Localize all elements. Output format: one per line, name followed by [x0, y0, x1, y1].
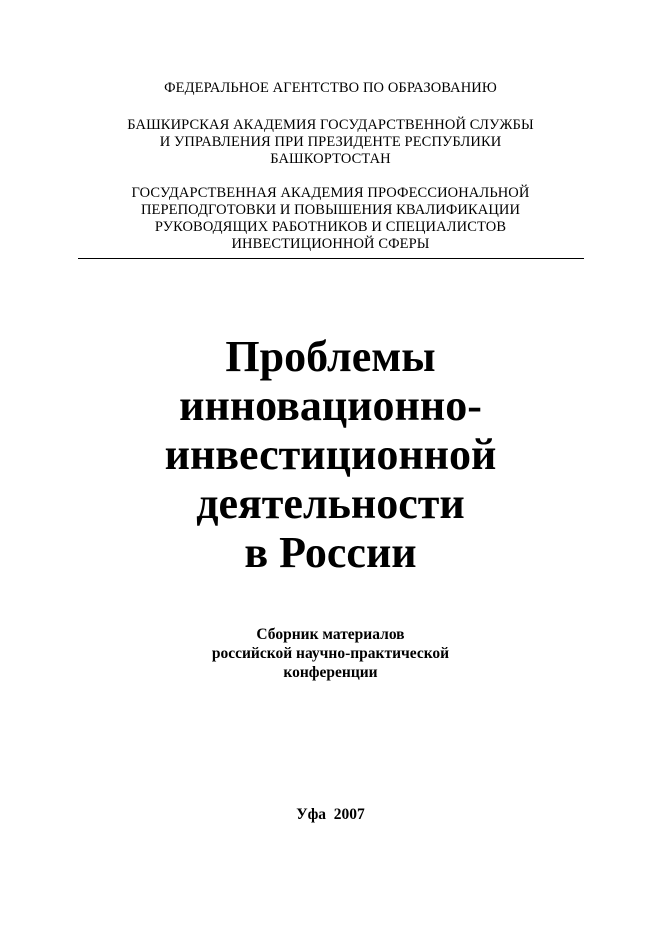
- agency-name: [70, 80, 591, 97]
- academy-name: [70, 117, 591, 168]
- imprint-place-year: Уфа 2007: [296, 806, 365, 823]
- book-title-line: инновационно-: [179, 381, 482, 430]
- state-academy-name-line: ГОСУДАРСТВЕННАЯ АКАДЕМИЯ ПРОФЕССИОНАЛЬНОЙ: [131, 185, 530, 201]
- state-academy-name-line: РУКОВОДЯЩИХ РАБОТНИКОВ И СПЕЦИАЛИСТОВ: [154, 219, 507, 235]
- book-subtitle: [120, 625, 541, 682]
- state-academy-name: [70, 185, 591, 253]
- book-title-line: деятельности: [196, 479, 465, 528]
- academy-name-line: БАШКОРТОСТАН: [270, 151, 391, 167]
- agency-name-line: ФЕДЕРАЛЬНОЕ АГЕНТСТВО ПО ОБРАЗОВАНИЮ: [164, 80, 497, 96]
- book-subtitle-line: российской научно-практической: [211, 645, 450, 662]
- academy-name-line: И УПРАВЛЕНИЯ ПРИ ПРЕЗИДЕНТЕ РЕСПУБЛИКИ: [159, 134, 502, 150]
- book-title-line: инвестиционной: [164, 430, 497, 479]
- state-academy-name-line: ИНВЕСТИЦИОННОЙ СФЕРЫ: [231, 236, 430, 252]
- state-academy-name-line: ПЕРЕПОДГОТОВКИ И ПОВЫШЕНИЯ КВАЛИФИКАЦИИ: [140, 202, 521, 218]
- book-subtitle-line: конференции: [283, 664, 378, 681]
- book-subtitle-line: Сборник материалов: [256, 626, 405, 643]
- academy-name-line: БАШКИРСКАЯ АКАДЕМИЯ ГОСУДАРСТВЕННОЙ СЛУЖБЫ: [127, 117, 534, 133]
- header-divider: [78, 258, 584, 259]
- book-title-line: Проблемы: [225, 332, 436, 381]
- book-title-line: в России: [244, 528, 417, 577]
- book-title: [60, 332, 601, 577]
